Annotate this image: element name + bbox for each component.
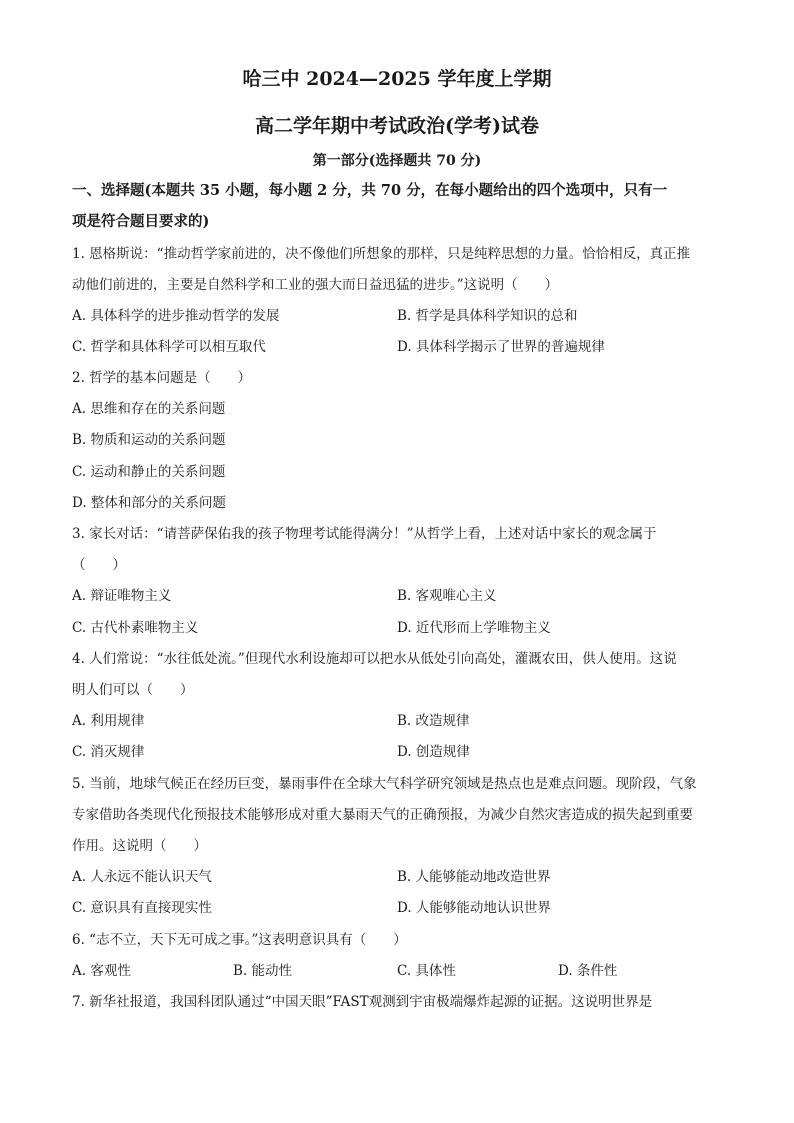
question-5-option-a: A. 人永远不能认识天气 xyxy=(72,869,212,885)
part-title: 第一部分(选择题共 70 分) xyxy=(312,153,482,169)
question-6-stem: 6. “志不立，天下无可成之事。”这表明意识具有（ ） xyxy=(72,932,407,948)
question-4-option-c: C. 消灭规律 xyxy=(72,744,145,760)
question-1-option-a: A. 具体科学的进步推动哲学的发展 xyxy=(72,308,280,324)
question-4-stem-cont: 明人们可以（ ） xyxy=(72,682,194,698)
question-1-option-c: C. 哲学和具体科学可以相互取代 xyxy=(72,339,266,355)
question-3-stem-cont: （ ） xyxy=(72,557,126,573)
question-5-option-c: C. 意识具有直接现实性 xyxy=(72,900,212,916)
question-4-option-a: A. 利用规律 xyxy=(72,713,145,729)
question-2-option-d: D. 整体和部分的关系问题 xyxy=(72,495,226,511)
question-5-option-d: D. 人能够能动地认识世界 xyxy=(397,900,551,916)
question-1-option-d: D. 具体科学揭示了世界的普遍规律 xyxy=(397,339,605,355)
section-heading-cont: 项是符合题目要求的) xyxy=(72,213,210,230)
section-heading: 一、选择题(本题共 35 小题，每小题 2 分，共 70 分，在每小题给出的四个选项中，只有一 xyxy=(72,182,668,199)
question-1-stem-cont: 动他们前进的，主要是自然科学和工业的强大而日益迅猛的进步。”这说明（ ） xyxy=(72,277,559,293)
question-2-option-b: B. 物质和运动的关系问题 xyxy=(72,432,226,448)
question-1-option-b: B. 哲学是具体科学知识的总和 xyxy=(397,308,578,324)
question-4-stem: 4. 人们常说：“水往低处流。”但现代水利设施却可以把水从低处引向高处，灌溉农田，供人使用。这说 xyxy=(72,651,677,667)
question-4-option-b: B. 改造规律 xyxy=(397,713,470,729)
question-6-option-b: B. 能动性 xyxy=(233,963,293,979)
question-5-stem-cont: 专家借助各类现代化预报技术能够形成对重大暴雨天气的正确预报，为减少自然灾害造成的损失起到重要 xyxy=(72,807,693,823)
question-7-stem: 7. 新华社报道，我国科团队通过“中国天眼”FAST观测到宇宙极端爆炸起源的证据。这说明世界是 xyxy=(72,994,653,1010)
question-6-option-c: C. 具体性 xyxy=(397,963,456,979)
question-3-option-c: C. 古代朴素唯物主义 xyxy=(72,620,199,636)
exam-subtitle: 高二学年期中考试政治(学考)试卷 xyxy=(255,115,539,137)
question-2-option-a: A. 思维和存在的关系问题 xyxy=(72,401,226,417)
question-3-option-d: D. 近代形而上学唯物主义 xyxy=(397,620,551,636)
question-3-option-b: B. 客观唯心主义 xyxy=(397,588,497,604)
question-6-option-d: D. 条件性 xyxy=(558,963,618,979)
question-2-stem: 2. 哲学的基本问题是（ ） xyxy=(72,370,252,386)
exam-title: 哈三中 2024—2025 学年度上学期 xyxy=(242,68,552,90)
question-4-option-d: D. 创造规律 xyxy=(397,744,470,760)
question-1-stem: 1. 恩格斯说：“推动哲学家前进的，决不像他们所想象的那样，只是纯粹思想的力量。恰恰相反，真正推 xyxy=(72,246,691,262)
question-5-stem: 5. 当前，地球气候正在经历巨变，暴雨事件在全球大气科学研究领域是热点也是难点问题。现阶段，气象 xyxy=(72,776,697,792)
question-3-option-a: A. 辩证唯物主义 xyxy=(72,588,172,604)
question-2-option-c: C. 运动和静止的关系问题 xyxy=(72,464,226,480)
question-5-stem-cont2: 作用。这说明（ ） xyxy=(72,838,207,854)
question-6-option-a: A. 客观性 xyxy=(72,963,131,979)
question-5-option-b: B. 人能够能动地改造世界 xyxy=(397,869,551,885)
question-3-stem: 3. 家长对话：“请菩萨保佑我的孩子物理考试能得满分！”从哲学上看，上述对话中家长的观念属于 xyxy=(72,526,657,542)
